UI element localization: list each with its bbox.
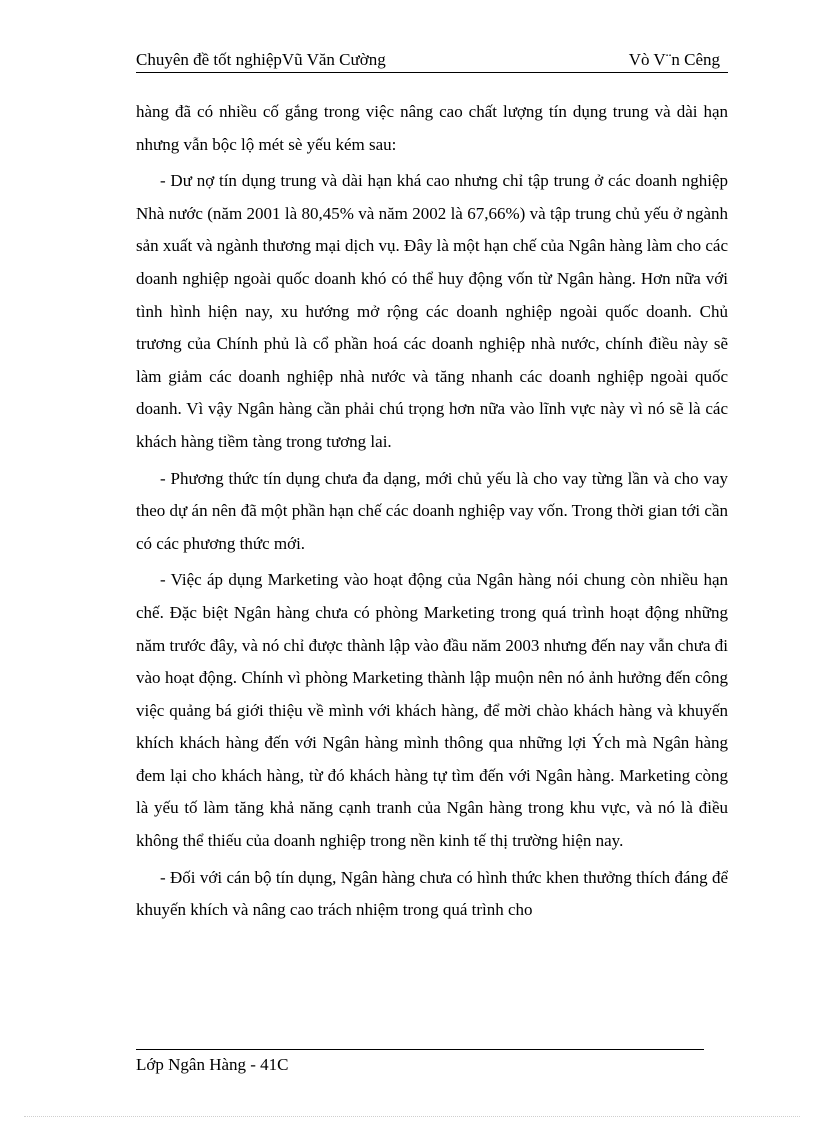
header-right-text: Vò V¨n Cêng	[628, 50, 720, 69]
footer-divider	[136, 1049, 704, 1050]
document-body	[136, 96, 728, 931]
page-header	[136, 50, 728, 73]
page-footer: Lớp Ngân Hàng - 41C	[136, 1055, 289, 1074]
page-edge-divider	[24, 1116, 800, 1117]
paragraph-bullet-2: - Phương thức tín dụng chưa đa dạng, mới chủ yếu là cho vay từng lần và cho vay theo dự án nên đã một phần hạn chế các doanh nghiệp vay vốn. Trong thời gian tới cần có các phương thức mới.	[136, 468, 728, 553]
paragraph-bullet-1: - Dư nợ tín dụng trung và dài hạn khá cao nhưng chỉ tập trung ở các doanh nghiệp Nhà nước (năm 2001 là 80,45% và năm 2002 là 67,66%) và tập trung chủ yếu ở ngành sản xuất và ngành thương mại dịch vụ. Đây là một hạn chế của Ngân hàng làm cho các doanh nghiệp ngoài quốc doanh khó có thể huy động vốn từ Ngân hàng. Hơn nữa với tình hình hiện nay, xu hướng mở rộng các doanh nghiệp ngoài quốc doanh. Chủ trương của Chính phủ là cổ phần hoá các doanh nghiệp nhà nước, chính điều này sẽ làm giảm các doanh nghiệp nhà nước và tăng nhanh các doanh nghiệp ngoài quốc doanh. Vì vậy Ngân hàng cần phải chú trọng hơn nữa vào lĩnh vực này vì nó sẽ là các khách hàng tiềm tàng trong tương lai.	[136, 171, 728, 451]
header-left-text: Chuyên đề tốt nghiệpVũ Văn Cường	[136, 50, 386, 69]
paragraph-bullet-4: - Đối với cán bộ tín dụng, Ngân hàng chưa có hình thức khen thưởng thích đáng để khuyến khích và nâng cao trách nhiệm trong quá trình cho	[136, 867, 728, 920]
paragraph-continuation: hàng đã có nhiều cố gắng trong việc nâng cao chất lượng tín dụng trung và dài hạn nhưng vẫn bộc lộ mét sè yếu kém sau:	[136, 102, 728, 154]
paragraph-bullet-3: - Việc áp dụng Marketing vào hoạt động của Ngân hàng nói chung còn nhiều hạn chế. Đặc biệt Ngân hàng chưa có phòng Marketing trong quá trình hoạt động những năm trước đây, và nó chỉ được thành lập vào đầu năm 2003 nhưng đến nay vẫn chưa đi vào hoạt động. Chính vì phòng Marketing thành lập muộn nên nó ảnh hưởng đến công việc quảng bá giới thiệu về mình với khách hàng, để mời chào khách hàng và khuyến khích khách hàng đến với Ngân hàng mình thông qua những lợi Ých mà Ngân hàng đem lại cho khách hàng, từ đó khách hàng tự tìm đến với Ngân hàng. Marketing còng là yếu tố làm tăng khả năng cạnh tranh của Ngân hàng trong khu vực, và nó là điều không thể thiếu của doanh nghiệp trong nền kinh tế thị trường hiện nay.	[136, 570, 728, 851]
